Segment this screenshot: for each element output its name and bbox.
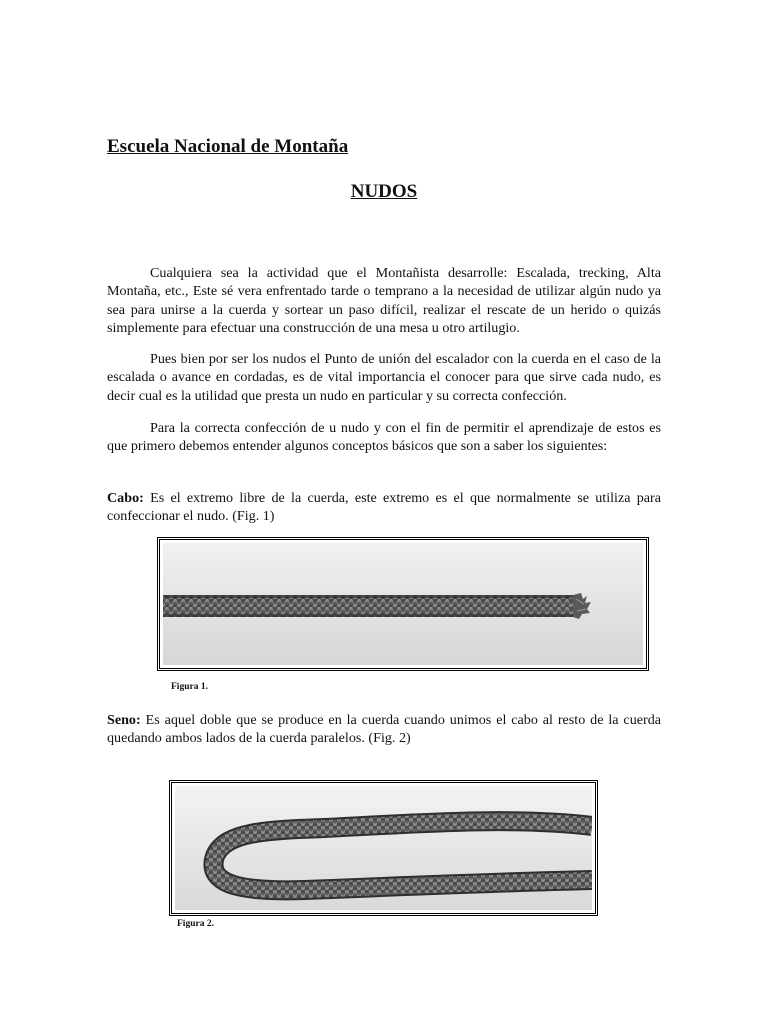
intro-paragraph-1: Cualquiera sea la actividad que el Montañista desarrolle: Escalada, trecking, Alta Montaña, etc., Este sé vera enfrentado tarde o temprano a la necesidad de utilizar algún nudo ya sea para unirse a la cuerda y sortear un paso difícil, realizar el rescate de un herido o quizás simplemente para efectuar una construcción de una mesa u otro artilugio. <box>107 265 661 337</box>
document-title <box>0 181 768 203</box>
definition-text: Es aquel doble que se produce en la cuerda cuando unimos el cabo al resto de la cuerda quedando ambos lados de la cuerda paralelos. (Fig. 2) <box>107 712 661 747</box>
definition-cabo <box>107 489 661 526</box>
definition-term: Seno: <box>107 712 141 728</box>
figure-2-frame <box>169 780 598 916</box>
definition-term: Cabo: <box>107 490 144 506</box>
figure-2-caption: Figura 2. <box>177 919 214 929</box>
figure-1-caption: Figura 1. <box>171 682 208 692</box>
definition-seno <box>107 711 661 748</box>
rope-end-photo <box>163 543 643 665</box>
intro-paragraph-2: Pues bien por ser los nudos el Punto de unión del escalador con la cuerda en el caso de la escalada o avance en cordadas, es de vital importancia el conocer para que sirve cada nudo, es decir cual es la utilidad que presta un nudo en particular y su correcta confección. <box>107 351 661 404</box>
title-text: NUDOS <box>350 181 418 202</box>
figure-1-frame <box>157 537 649 671</box>
intro-paragraph-3: Para la correcta confección de u nudo y con el fin de permitir el aprendizaje de estos es que primero debemos entender algunos conceptos básicos que son a saber los siguientes: <box>107 420 661 455</box>
definition-text: Es el extremo libre de la cuerda, este extremo es el que normalmente se utiliza para confeccionar el nudo. (Fig. 1) <box>107 490 661 525</box>
rope-bight-photo <box>175 786 592 910</box>
school-name: Escuela Nacional de Montaña <box>107 136 349 157</box>
